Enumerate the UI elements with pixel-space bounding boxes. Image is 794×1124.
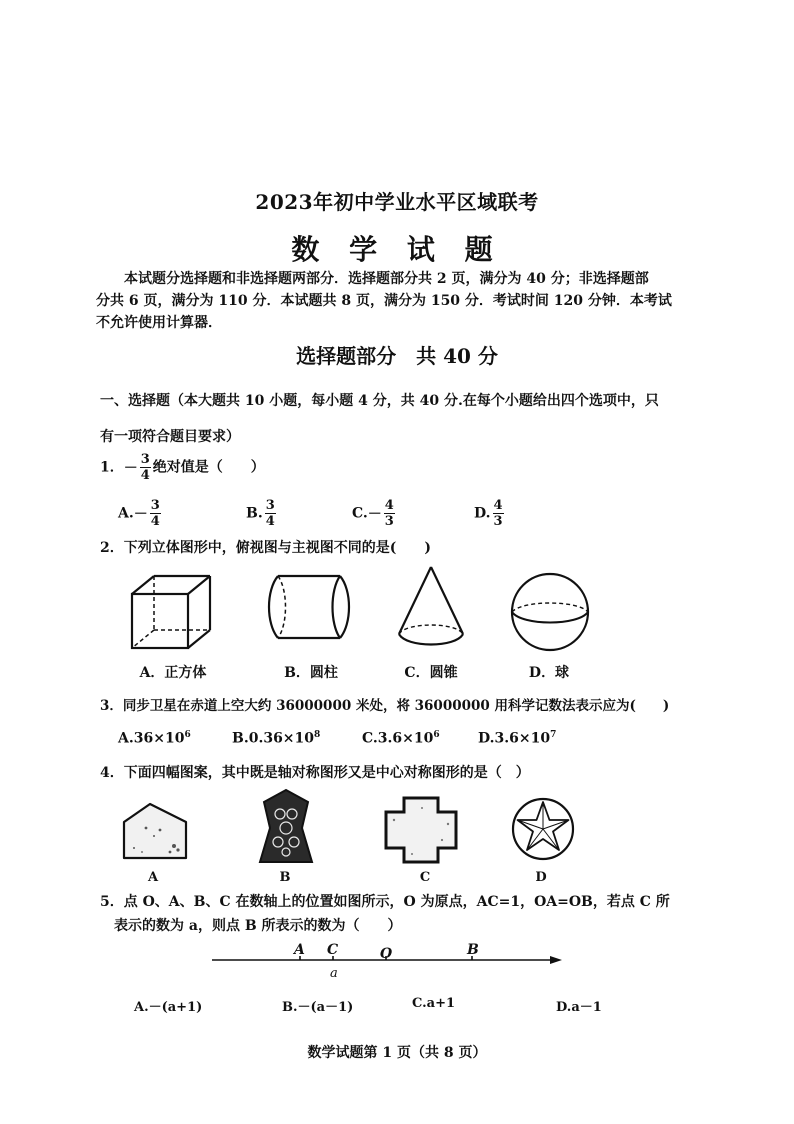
exam-title: 2023年初中学业水平区域联考	[255, 190, 539, 214]
question-1-minus: －	[123, 460, 138, 477]
q2-option-d[interactable]: D．球	[528, 665, 570, 681]
subject-title: 数 学 试 题	[291, 233, 503, 266]
pattern-c-figure	[382, 794, 460, 866]
q4-option-b[interactable]: B	[279, 870, 291, 885]
q3-option-d[interactable]	[478, 730, 556, 747]
option-sign: －	[367, 506, 382, 523]
fraction-denominator: 4	[150, 514, 160, 529]
option-fraction	[384, 498, 395, 529]
question-1-stem: 绝对值是（ ）	[152, 459, 265, 476]
fraction-denominator: 3	[384, 514, 394, 529]
axis-label-o-point: O	[380, 946, 393, 962]
cone-figure	[396, 564, 466, 649]
q1-option-c[interactable]	[352, 498, 397, 529]
option-fraction	[150, 498, 161, 529]
instructions-line-3: 不允许使用计算器．	[96, 315, 222, 331]
q3-option-b[interactable]	[232, 730, 320, 747]
fraction-numerator: 3	[140, 452, 150, 467]
option-fraction	[493, 498, 504, 529]
question-2: 2．下列立体图形中，俯视图与主视图不同的是( )	[100, 540, 431, 556]
option-exponent: 7	[550, 730, 557, 740]
page-footer: 数学试题第 1 页（共 8 页）	[307, 1045, 487, 1061]
axis-label-a-point: A	[294, 942, 305, 958]
q4-option-d[interactable]: D	[535, 870, 547, 885]
q4-option-c[interactable]: C	[419, 870, 431, 885]
question-5-line-1: 5．点 O、A、B、C 在数轴上的位置如图所示，O 为原点，AC=1，OA=OB，若点 C 所	[100, 894, 670, 910]
option-letter: D.	[474, 505, 491, 522]
fraction-denominator: 4	[265, 514, 275, 529]
fraction-numerator: 3	[150, 498, 160, 513]
cube-figure	[128, 572, 218, 652]
option-exponent: 6	[433, 730, 440, 740]
fraction-numerator: 3	[265, 498, 275, 513]
fraction-numerator: 4	[493, 498, 503, 513]
part-heading	[100, 383, 700, 455]
q1-option-d[interactable]	[474, 498, 506, 529]
fraction-numerator: 4	[384, 498, 394, 513]
q3-option-c[interactable]	[362, 730, 440, 747]
option-text: C.3.6×10	[362, 730, 434, 747]
axis-label-c-point: C	[327, 942, 339, 958]
instructions-line-1: 本试题分选择题和非选择题两部分．选择题部分共 2 页，满分为 40 分；非选择题部	[124, 271, 649, 287]
option-letter: A.	[118, 505, 134, 522]
question-1	[100, 452, 265, 483]
q5-option-d[interactable]: D.a－1	[556, 1000, 602, 1015]
option-fraction	[265, 498, 276, 529]
fraction-denominator: 4	[140, 468, 150, 483]
pattern-b-figure	[258, 788, 314, 866]
q4-option-a[interactable]: A	[147, 870, 159, 885]
pattern-a-figure	[120, 800, 190, 862]
q1-option-b[interactable]	[246, 498, 278, 529]
question-1-number: 1．	[100, 459, 124, 476]
pattern-d-figure	[510, 796, 576, 862]
option-letter: B.	[246, 505, 263, 522]
part-heading-line-2: 有一项符合题目要求）	[100, 429, 240, 445]
axis-label-b-point: B	[467, 942, 479, 958]
option-text: D.3.6×10	[478, 730, 551, 747]
q5-option-a[interactable]: A.－(a+1)	[134, 1000, 203, 1015]
cylinder-figure	[266, 572, 356, 642]
q5-option-b[interactable]: B.－(a－1)	[282, 1000, 354, 1015]
q2-option-b[interactable]: B．圆柱	[284, 665, 338, 681]
option-sign: －	[133, 506, 148, 523]
question-4: 4．下面四幅图案，其中既是轴对称图形又是中心对称图形的是（ ）	[100, 765, 530, 781]
exam-instructions	[96, 268, 696, 334]
option-letter: C.	[352, 505, 368, 522]
option-text: B.0.36×10	[232, 730, 315, 747]
q2-option-a[interactable]: A．正方体	[139, 665, 207, 681]
q1-option-a[interactable]	[118, 498, 163, 529]
question-5-line-2: 表示的数为 a，则点 B 所表示的数为（ ）	[114, 918, 402, 934]
q3-option-a[interactable]	[118, 730, 191, 747]
option-exponent: 6	[184, 730, 191, 740]
sphere-figure	[508, 570, 592, 654]
part-heading-line-1: 一、选择题（本大题共 10 小题，每小题 4 分，共 40 分.在每个小题给出四个选项中，只	[100, 393, 659, 409]
option-text: A.36×10	[118, 730, 185, 747]
question-1-fraction	[140, 452, 151, 483]
question-3: 3．同步卫星在赤道上空大约 36000000 米处，将 36000000 用科学记数法表示应为( )	[100, 698, 670, 714]
q5-option-c[interactable]: C.a+1	[412, 996, 456, 1011]
section-title: 选择题部分 共 40 分	[296, 344, 498, 368]
question-5	[100, 890, 670, 938]
instructions-line-2: 分共 6 页，满分为 110 分．本试题共 8 页，满分为 150 分．考试时间 120 分钟．本考试	[96, 293, 672, 309]
axis-label-a-value: a	[330, 966, 338, 981]
option-exponent: 8	[314, 730, 321, 740]
fraction-denominator: 3	[493, 514, 503, 529]
q2-option-c[interactable]: C．圆锥	[404, 665, 458, 681]
